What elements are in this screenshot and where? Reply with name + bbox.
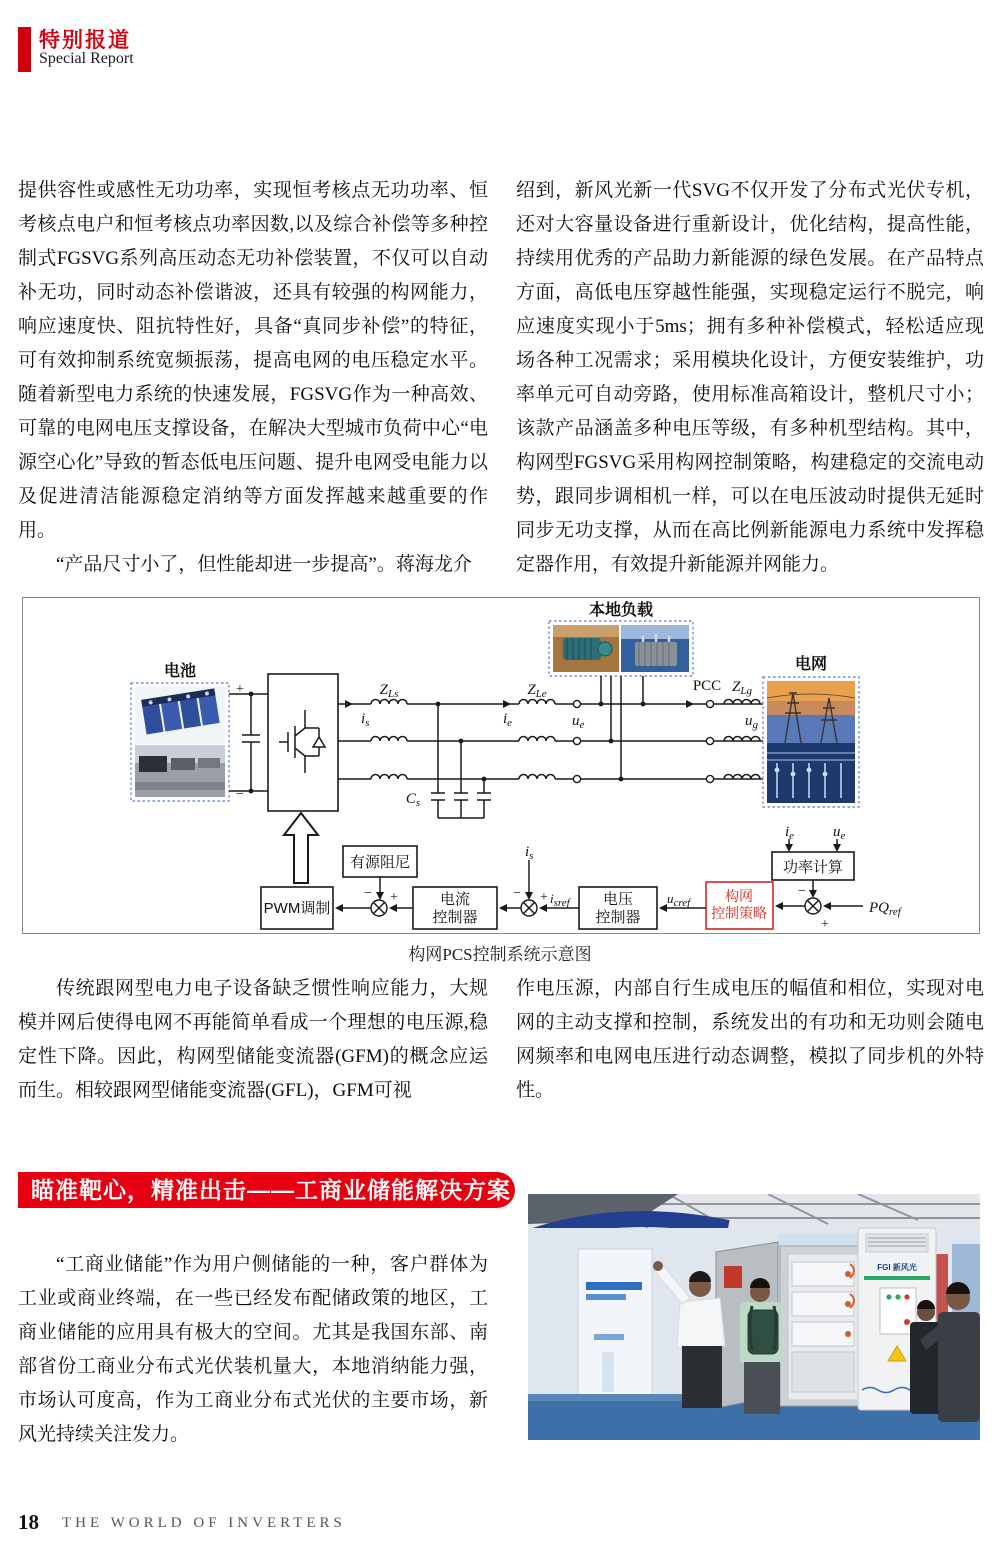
pwm-label: PWM调制 <box>263 900 331 917</box>
inductor-zle <box>519 700 555 705</box>
arrow <box>376 892 384 900</box>
arrow <box>525 892 533 900</box>
pwm-to-inverter-arrow <box>284 813 318 883</box>
voltage-controller-l1: 电压 <box>602 891 634 908</box>
diagram-caption: 构网PCS控制系统示意图 <box>408 945 592 964</box>
section-banner: 瞄准靶心，精准出击——工商业储能解决方案 <box>18 1172 515 1208</box>
active-damping-label: 有源阻尼 <box>349 854 411 871</box>
paragraph: 传统跟网型电力电子设备缺乏惯性响应能力，大规模并网后使得电网不再能简单看成一个理想的电压源,稳定性下降。因此，构网型储能变流器(GFM)的概念应运而生。相较跟网型储能变流器(GFL)，GFM可视 <box>18 978 488 1101</box>
plus-sign: + <box>821 917 829 932</box>
top-right-column <box>516 174 984 582</box>
mid-left-column <box>18 972 488 1108</box>
diagram-svg <box>23 598 981 935</box>
pcs-control-diagram <box>22 597 980 934</box>
is-line-label: $i_s$ <box>361 711 370 729</box>
paragraph: “工商业储能”作为用户侧储能的一种，客户群体为工业或商业终端，在一些已经发布配储政策的地区，工商业储能的应用具有极大的空间。尤其是我国东部、南部省份工商业分布式光伏装机量大，本地消纳能力强，市场认可度高，作为工商业分布式光伏的主要市场，新风光持续关注发力。 <box>18 1254 488 1445</box>
ue-line-label: $u_e$ <box>572 713 585 731</box>
dc-capacitor <box>242 735 260 742</box>
substation-photo <box>767 743 855 803</box>
zls-label: $Z_{Ls}$ <box>379 682 399 700</box>
left-backdrop <box>578 1249 652 1409</box>
arrow <box>389 904 397 912</box>
ie-meas-label: $i_e$ <box>785 824 795 842</box>
plus-sign: + <box>540 890 548 905</box>
ug-line-label: $u_g$ <box>745 713 758 731</box>
isref-label: $i_{sref}$ <box>550 891 570 909</box>
arrow <box>823 902 831 910</box>
joint-dot <box>459 739 464 744</box>
flow-arrow <box>345 700 353 708</box>
pcc-label: PCC <box>692 678 722 694</box>
arrow <box>785 844 793 852</box>
joint-dot <box>249 692 254 697</box>
exhibition-photo <box>528 1194 980 1440</box>
inductor <box>371 775 407 780</box>
arrow <box>335 904 343 912</box>
transformer-photo <box>621 625 689 672</box>
gfm-strategy-l2: 控制策略 <box>711 905 767 921</box>
battery-cells-photo <box>135 687 225 744</box>
current-controller-l1: 电流 <box>439 891 471 908</box>
header-red-bar <box>18 27 31 72</box>
arrow <box>659 904 667 912</box>
top-left-column <box>18 174 488 582</box>
node-ue <box>573 700 580 707</box>
pqref-label: $PQ_{ref}$ <box>869 900 901 918</box>
battery-minus: − <box>236 787 244 802</box>
storage-site-photo <box>135 745 225 797</box>
arrow <box>499 904 507 912</box>
paragraph: 绍到，新风光新一代SVG不仅开发了分布式光伏专机，还对大容量设备进行重新设计，优化结构，提高性能，持续用优秀的产品助力新能源的绿色发展。在产品特点方面，高低电压穿越性能强，实现稳定运行不脱完，响应速度实现小于5ms；拥有多种补偿模式，轻松适应现场各种工况需求；采用模块化设计，方便安装维护，功率单元可自动旁路，使用标准高箱设计，整机尺寸小；该款产品涵盖多种电压等级，有多种机型结构。其中，构网型FGSVG采用构网控制策略，构建稳定的交流电动势，跟同步调相机一样，可以在电压波动时提供无延时同步无功支撑，从而在高比例新能源电力系统中发挥稳定器作用，有效提升新能源并网能力。 <box>516 180 984 575</box>
joint-dot <box>619 777 624 782</box>
flow-arrow <box>503 700 511 708</box>
inductor <box>519 775 555 780</box>
node <box>573 737 580 744</box>
node-pcc <box>706 700 713 707</box>
ue-meas-label: $u_e$ <box>833 824 846 842</box>
current-controller-l2: 控制器 <box>432 909 478 926</box>
sum-junction-b <box>521 900 537 916</box>
battery-plus: + <box>236 682 244 697</box>
ie-line-label: $i_e$ <box>503 711 513 729</box>
arrow <box>833 844 841 852</box>
arrow <box>809 890 817 898</box>
cs-capacitors <box>431 793 491 800</box>
section-title-en: Special Report <box>39 50 134 67</box>
gfm-strategy-l1: 构网 <box>725 888 753 904</box>
joint-dot <box>436 702 441 707</box>
load-tap-wires <box>601 676 643 779</box>
transmission-towers-photo <box>767 681 855 743</box>
paragraph: 提供容性或感性无功功率，实现恒考核点无功功率、恒考核点电户和恒考核点功率因数,以及综合补偿等多种控制式FGSVG系列高压动态无功补偿装置，不仅可以自动补无功，同时动态补偿谐波，还具有较强的构网能力，响应速度快、阻抗特性好，具备“真同步补偿”的特征，可有效抑制系统宽频振荡，提高电网的电压稳定水平。随着新型电力系统的快速发展，FGSVG作为一种高效、可靠的电网电压支撑设备，在解决大型城市负荷中心“电源空心化”导致的暂态低电压问题、提升电网受电能力以及促进清洁能源稳定消纳等方面发挥越来越重要的作用。 <box>18 180 488 541</box>
node <box>706 737 713 744</box>
node <box>706 775 713 782</box>
grid-label: 电网 <box>794 656 828 673</box>
inductor <box>371 737 407 742</box>
cabinet-logo: FGI 新风光 <box>877 1263 917 1272</box>
node <box>573 775 580 782</box>
paragraph: 作电压源，内部自行生成电压的幅值和相位，实现对电网的主动支撑和控制，系统发出的有功和无功则会随电网频率和电网电压进行动态调整，模拟了同步机的外特性。 <box>516 978 984 1101</box>
zle-label: $Z_{Le}$ <box>527 682 547 700</box>
battery-label: 电池 <box>163 663 197 680</box>
motor-photo <box>553 625 619 672</box>
cs-label: $C_s$ <box>405 791 421 809</box>
mid-right-column <box>516 972 984 1108</box>
magazine-name: THE WORLD OF INVERTERS <box>62 1515 346 1531</box>
section-title-cn: 特别报道 <box>39 29 131 52</box>
meas-wires <box>789 839 837 848</box>
inductor-zls <box>371 700 407 705</box>
bottom-left-column <box>18 1248 488 1452</box>
battery-cabinet-open <box>716 1242 874 1408</box>
joint-dot <box>482 777 487 782</box>
cs-bank-wires <box>438 704 484 818</box>
joint-dot <box>599 702 604 707</box>
power-calc-label: 功率计算 <box>782 859 844 876</box>
inductor <box>519 737 555 742</box>
page-number: 18 <box>18 1510 39 1534</box>
paragraph: “产品尺寸小了，但性能却进一步提高”。蒋海龙介 <box>56 554 472 575</box>
sum-junction-a <box>371 900 387 916</box>
minus-sign: − <box>364 886 372 901</box>
joint-dot <box>249 789 254 794</box>
sum-junction-c <box>805 898 821 914</box>
zlg-label: $Z_{Lg}$ <box>732 679 752 697</box>
is-ctrl-label: $i_s$ <box>525 844 534 862</box>
local-load-label: 本地负载 <box>588 602 654 619</box>
joint-dot <box>641 702 646 707</box>
minus-sign: − <box>798 884 806 899</box>
arrow <box>775 902 783 910</box>
joint-dot <box>609 739 614 744</box>
ucref-label: $u_{cref}$ <box>667 891 691 909</box>
exhibition-photo-svg <box>528 1194 980 1440</box>
inverter-box <box>268 674 338 811</box>
arrow <box>539 904 547 912</box>
minus-sign: − <box>513 886 521 901</box>
plus-sign: + <box>390 890 398 905</box>
voltage-controller-l2: 控制器 <box>595 909 641 926</box>
flow-arrow <box>686 700 694 708</box>
